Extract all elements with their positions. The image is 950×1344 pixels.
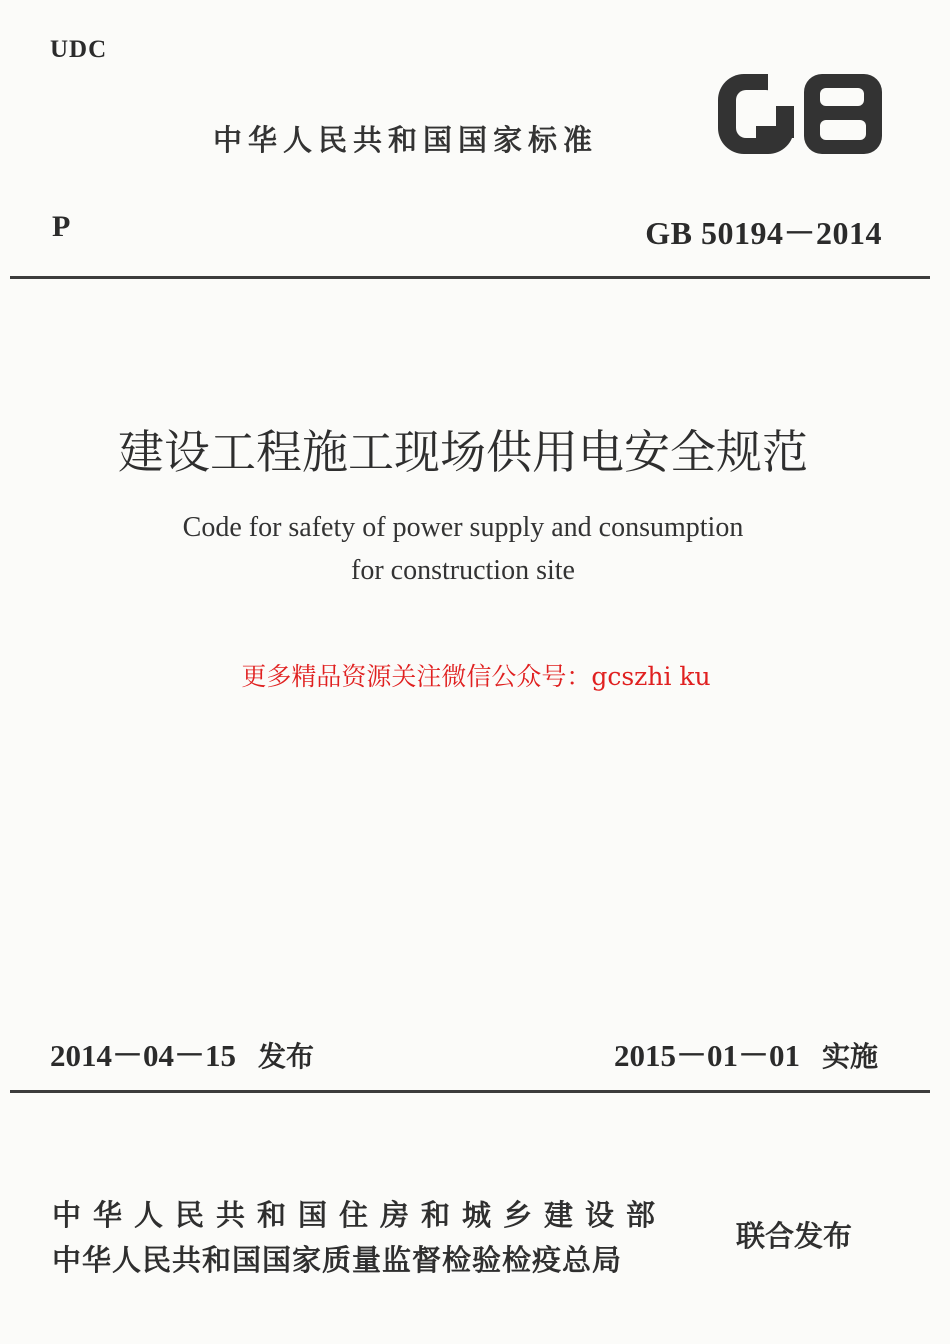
effective-date: 2015－01－01: [613, 1038, 800, 1073]
publish-date-block: [50, 1030, 314, 1075]
classification-code: P: [52, 210, 71, 243]
title-chinese: 建设工程施工现场供用电安全规范: [118, 425, 808, 479]
effective-date-block: [614, 1030, 878, 1075]
title-english-line2: for construction site: [351, 555, 575, 586]
top-divider: [10, 276, 930, 279]
publish-date: 2014－04－15: [50, 1038, 236, 1073]
effective-label: 实施: [821, 1040, 878, 1073]
bottom-divider: [10, 1090, 930, 1093]
udc-label: UDC: [50, 36, 108, 63]
issuer-ministry: 中华人民共和国住房和城乡建设部: [52, 1198, 668, 1232]
national-standard-heading: 中华人民共和国国家标准: [213, 123, 599, 157]
watermark-notice: 更多精品资源关注微信公众号：gcszhi ku: [241, 662, 711, 691]
standard-number: GB 50194－2014: [645, 215, 882, 251]
title-english-line1: Code for safety of power supply and consumption: [182, 512, 744, 543]
issuer-aqsiq: 中华人民共和国国家质量监督检验检疫总局: [52, 1243, 623, 1277]
gb-logo: [716, 72, 884, 156]
joint-issue-label: 联合发布: [736, 1219, 853, 1253]
publish-label: 发布: [258, 1040, 315, 1073]
